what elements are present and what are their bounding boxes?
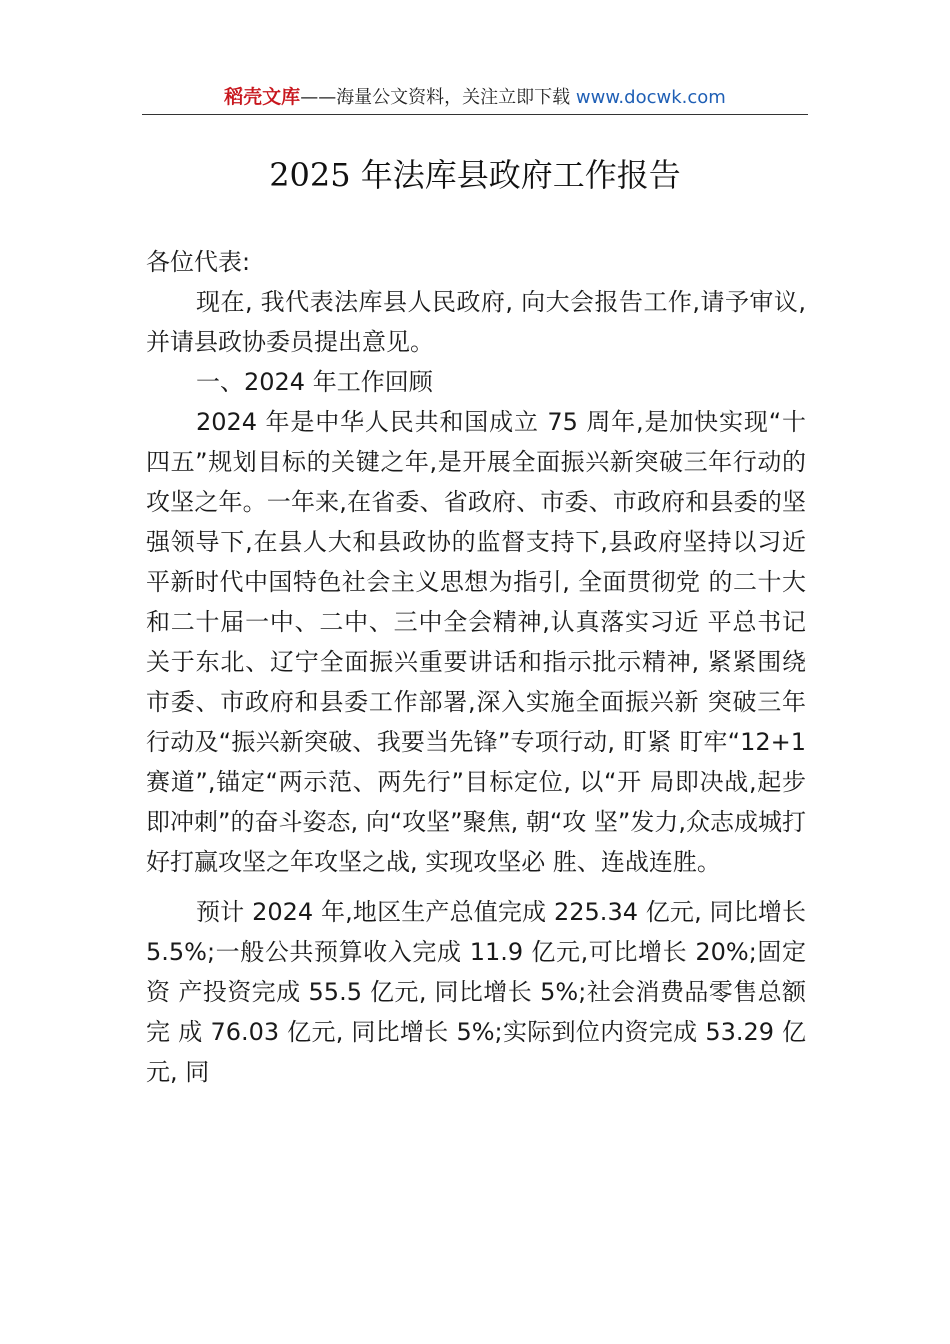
paragraph-economy: 预计 2024 年,地区生产总值完成 225.34 亿元, 同比增长 5.5%;一般公共预算收入完成 11.9 亿元,可比增长 20%;固定资 产投资完成 55.5 亿元, 同比增长 5%;社会消费品零售总额完 成 76.03 亿元, 同比增长 5%;实际到位内资完成 53.29 亿元, 同 (146, 898, 806, 1086)
document-body (146, 242, 806, 1092)
site-url-link[interactable]: www.docwk.com (575, 87, 726, 108)
paragraph-intro: 现在, 我代表法库县人民政府, 向大会报告工作,请予审议, 并请县政协委员提出意见。 (146, 288, 806, 356)
header-slogan: ——海量公文资料，关注立即下载 (300, 87, 571, 108)
site-header (142, 84, 808, 111)
salutation: 各位代表: (146, 248, 251, 276)
header-divider (142, 114, 808, 115)
page-title: 2025 年法库县政府工作报告 (269, 156, 681, 194)
paragraph-review: 2024 年是中华人民共和国成立 75 周年,是加快实现“十四五”规划目标的关键之年,是开展全面振兴新突破三年行动的攻坚之年。一年来,在省委、省政府、市委、市政府和县委的坚强领导下,在县人大和县政协的监督支持下,县政府坚持以习近平新时代中国特色社会主义思想为指引, 全面贯彻党 的二十大和二十届一中、二中、三中全会精神,认真落实习近 平总书记关于东北、辽宁全面振兴重要讲话和指示批示精神, 紧紧围绕市委、市政府和县委工作部署,深入实施全面振兴新 突破三年行动及“振兴新突破、我要当先锋”专项行动, 盯紧 盯牢“12+1 赛道”,锚定“两示范、两先行”目标定位, 以“开 局即决战,起步即冲刺”的奋斗姿态, 向“攻坚”聚焦, 朝“攻 坚”发力,众志成城打好打赢攻坚之年攻坚之战, 实现攻坚必 胜、连战连胜。 (146, 408, 806, 876)
brand-name: 稻壳文库 (224, 86, 301, 108)
section-heading: 一、2024 年工作回顾 (196, 368, 433, 396)
